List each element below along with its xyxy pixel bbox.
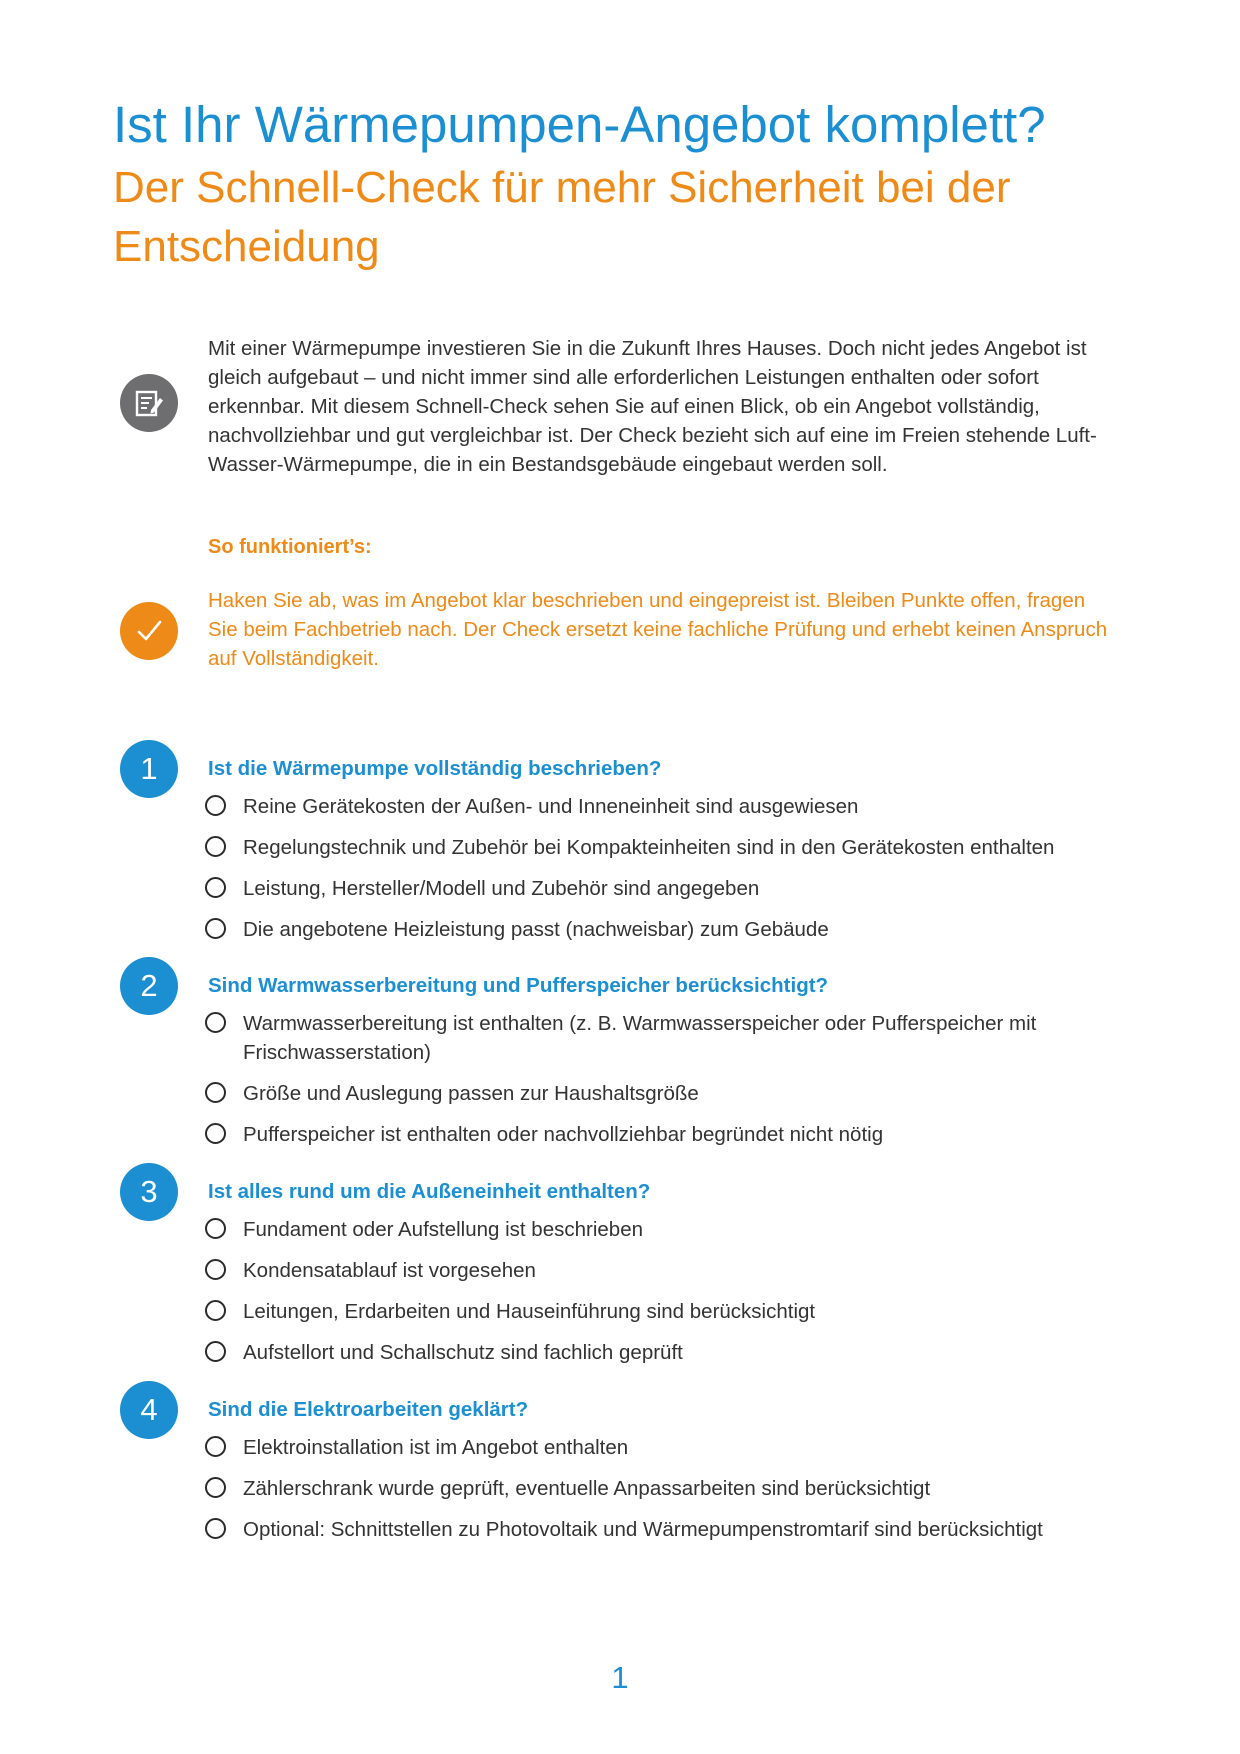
- section-heading: Sind Warmwasserbereitung und Pufferspeicher berücksichtigt?: [208, 974, 829, 997]
- checklist-item-label: Zählerschrank wurde geprüft, eventuelle Anpassarbeiten sind berücksichtigt: [243, 1477, 931, 1500]
- checklist-item: [205, 1079, 1085, 1108]
- checklist-item-label: Die angebotene Heizleistung passt (nachweisbar) zum Gebäude: [243, 918, 829, 941]
- howto-label: So funktioniert’s:: [208, 536, 372, 558]
- checklist-item-label: Warmwasserbereitung ist enthalten (z. B. Warmwasserspeicher oder Pufferspeicher mit Frischwasserstation): [243, 1012, 1037, 1064]
- section-number-badge: 4: [120, 1381, 178, 1439]
- checklist-item: [205, 1474, 1085, 1503]
- checklist-item: [205, 1009, 1085, 1067]
- checkbox-circle[interactable]: [205, 836, 226, 857]
- checklist-item-label: Leistung, Hersteller/Modell und Zubehör sind angegeben: [243, 877, 760, 900]
- checkbox-circle[interactable]: [205, 1259, 226, 1280]
- checklist-item-label: Reine Gerätekosten der Außen- und Inneneinheit sind ausgewiesen: [243, 795, 859, 818]
- checklist: [205, 1009, 1085, 1161]
- checkbox-circle[interactable]: [205, 1436, 226, 1457]
- page-subtitle: Der Schnell-Check für mehr Sicherheit bei der Entscheidung: [113, 163, 1011, 271]
- checklist: [205, 792, 1085, 956]
- section-number-badge: 2: [120, 957, 178, 1015]
- checklist-item: [205, 792, 1085, 821]
- section-heading: Ist alles rund um die Außeneinheit enthalten?: [208, 1180, 651, 1203]
- checkbox-circle[interactable]: [205, 1518, 226, 1539]
- checklist-item: [205, 1433, 1085, 1462]
- page-number: 1: [611, 1660, 629, 1695]
- document-edit-icon: [120, 374, 178, 432]
- section-heading: Sind die Elektroarbeiten geklärt?: [208, 1398, 529, 1421]
- checkbox-circle[interactable]: [205, 1123, 226, 1144]
- intro-text: Mit einer Wärmepumpe investieren Sie in die Zukunft Ihres Hauses. Doch nicht jedes Angebot ist gleich aufgebaut – und nicht immer sind alle erforderlichen Leistungen enthalten oder sofort erkennbar. Mit diesem Schnell-Check sehen Sie auf einen Blick, ob ein Angebot vollständig, nachvollziehbar und gut vergleichbar ist. Der Check bezieht sich auf eine im Freien stehende Luft-Wasser-Wärmepumpe, die in ein Bestandsgebäude eingebaut werden soll.: [208, 337, 1097, 476]
- checkbox-circle[interactable]: [205, 795, 226, 816]
- checklist-item-label: Kondensatablauf ist vorgesehen: [243, 1259, 536, 1282]
- section-number-badge: 1: [120, 740, 178, 798]
- checklist-item-label: Fundament oder Aufstellung ist beschrieben: [243, 1218, 644, 1241]
- checklist-item: [205, 1297, 1085, 1326]
- checkbox-circle[interactable]: [205, 877, 226, 898]
- section-number-badge: 3: [120, 1163, 178, 1221]
- checklist-item: [205, 1120, 1085, 1149]
- checkbox-circle[interactable]: [205, 1341, 226, 1362]
- checklist-item-label: Optional: Schnittstellen zu Photovoltaik und Wärmepumpenstromtarif sind berücksichtigt: [243, 1518, 1043, 1541]
- checklist-item-label: Aufstellort und Schallschutz sind fachlich geprüft: [243, 1341, 683, 1364]
- howto-text: Haken Sie ab, was im Angebot klar beschrieben und eingepreist ist. Bleiben Punkte offen, fragen Sie beim Fachbetrieb nach. Der Check ersetzt keine fachliche Prüfung und erhebt keinen Anspruch auf Vollständigkeit.: [208, 589, 1108, 670]
- checkbox-circle[interactable]: [205, 1477, 226, 1498]
- checklist-item-label: Leitungen, Erdarbeiten und Hauseinführung sind berücksichtigt: [243, 1300, 816, 1323]
- checkbox-circle[interactable]: [205, 1300, 226, 1321]
- checklist-item: [205, 1256, 1085, 1285]
- checkbox-circle[interactable]: [205, 1082, 226, 1103]
- checklist-item: [205, 1215, 1085, 1244]
- checklist: [205, 1433, 1085, 1556]
- checkbox-circle[interactable]: [205, 1218, 226, 1239]
- checklist: [205, 1215, 1085, 1379]
- checklist-item: [205, 833, 1085, 862]
- checklist-item-label: Elektroinstallation ist im Angebot enthalten: [243, 1436, 629, 1459]
- checklist-item-label: Pufferspeicher ist enthalten oder nachvollziehbar begründet nicht nötig: [243, 1123, 884, 1146]
- checklist-item-label: Größe und Auslegung passen zur Haushaltsgröße: [243, 1082, 699, 1105]
- checkbox-circle[interactable]: [205, 1012, 226, 1033]
- checklist-item: [205, 915, 1085, 944]
- page-title: Ist Ihr Wärmepumpen-Angebot komplett?: [113, 96, 1046, 153]
- checklist-item: [205, 1515, 1085, 1544]
- checklist-item: [205, 874, 1085, 903]
- checkbox-circle[interactable]: [205, 918, 226, 939]
- checklist-item: [205, 1338, 1085, 1367]
- checklist-item-label: Regelungstechnik und Zubehör bei Kompakteinheiten sind in den Gerätekosten enthalten: [243, 836, 1055, 859]
- checkmark-icon: [120, 602, 178, 660]
- section-heading: Ist die Wärmepumpe vollständig beschrieben?: [208, 757, 662, 780]
